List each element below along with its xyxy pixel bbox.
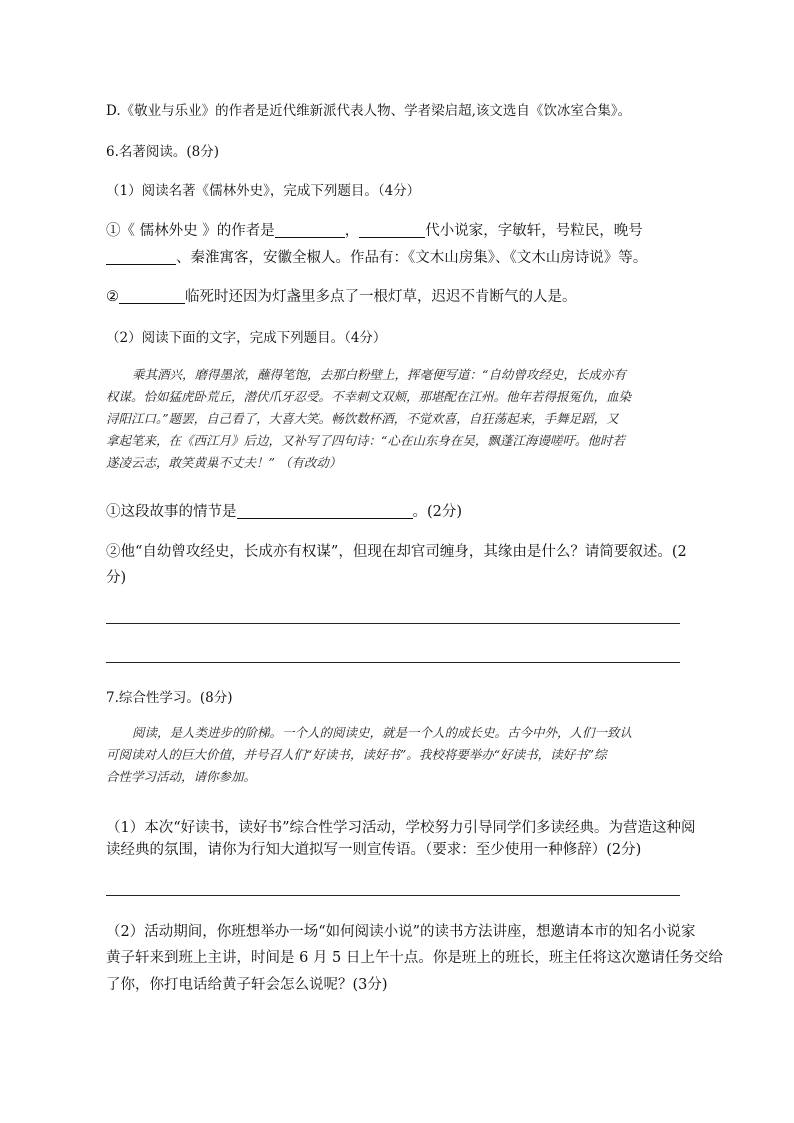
- q6-p2-q1-score: 。(2分): [412, 504, 463, 520]
- passage-line: 乘其酒兴，磨得墨浓，蘸得笔饱，去那白粉壁上，挥毫便写道：“自幼曾攻经史，长成亦有: [132, 367, 626, 382]
- q6-title: 6.名著阅读。(8分): [106, 144, 220, 160]
- q7-p1-line1: （1）本次“好读书，读好书”综合性学习活动，学校努力引导同学们多读经典。为营造这种阅: [106, 820, 696, 836]
- character-blank[interactable]: [119, 287, 185, 304]
- author-blank[interactable]: [275, 221, 345, 238]
- q6-part2-title: （2）阅读下面的文字，完成下列题目。（4分）: [106, 330, 387, 346]
- q7-passage: [106, 722, 696, 788]
- late-name-blank[interactable]: [106, 248, 176, 265]
- answer-line[interactable]: [106, 895, 680, 896]
- passage-line: 浔阳江口。”题罢，自己看了，大喜大笑。畅饮数杯酒，不觉欢喜，自狂荡起来，手舞足蹈，又: [106, 411, 619, 426]
- answer-line[interactable]: [106, 662, 680, 663]
- q7-title: 7.综合性学习。(8分): [106, 690, 233, 706]
- q6-p1-text-a: ①《 儒林外史 》的作者是: [106, 223, 275, 239]
- q6-p2-q2-line2: 分): [106, 570, 127, 586]
- plot-blank[interactable]: [237, 502, 413, 519]
- q6-p1-line1: [106, 221, 643, 241]
- q7-p1-line2: 读经典的氛围，请你为行知大道拟写一则宣传语。（要求：至少使用一种修辞）(2分): [106, 842, 642, 858]
- passage-line: 权谋。恰如猛虎卧荒丘，潜伏爪牙忍受。不幸刺文双颊，那堪配在江州。他年若得报冤仇，血染: [106, 389, 632, 404]
- q6-part1-title: （1）阅读名著《儒林外史》，完成下列题目。（4分）: [106, 183, 421, 199]
- answer-line[interactable]: [106, 623, 680, 624]
- passage-line: 阅读，是人类进步的阶梯。一个人的阅读史，就是一个人的成长史。古今中外，人们一致认: [132, 725, 633, 740]
- q6-passage: [106, 364, 696, 474]
- passage-line: 遂凌云志，敢笑黄巢不丈夫！” （有改动）: [106, 455, 342, 470]
- passage-line: 可阅读对人的巨大价值，并号召人们“好读书，读好书”。我校将要举办“好读书，读好书”综: [106, 747, 607, 762]
- passage-line: 拿起笔来，在《西江月》后边，又补写了四句诗：“心在山东身在吴，飘蓬江海谩嗟吁。他时若: [106, 433, 625, 448]
- q6-p1-text-d: 、秦淮寓客，安徽全椒人。作品有：《文木山房集》、《文木山房诗说》等。: [176, 250, 648, 266]
- q7-p2-line3: 了你，你打电话给黄子轩会怎么说呢？(3分): [106, 977, 388, 993]
- q6-p1-text-c: 代小说家，字敏轩，号粒民，晚号: [425, 223, 643, 239]
- passage-line: 合性学习活动，请你参加。: [106, 769, 257, 784]
- q6-p1-line2: [106, 248, 647, 268]
- q6-p2-q1-text: ①这段故事的情节是: [106, 504, 237, 520]
- q6-p1-text-f: 临死时还因为灯盏里多点了一根灯草，迟迟不肯断气的人是。: [185, 289, 577, 305]
- item-d: D.《敬业与乐业》的作者是近代维新派代表人物、学者梁启超,该文选自《饮冰室合集》。: [106, 103, 632, 119]
- q7-p2-line2: 黄子轩来到班上主讲，时间是 6 月 5 日上午十点。你是班上的班长，班主任将这次邀请任务交给: [106, 950, 723, 966]
- q7-p2-line1: （2）活动期间，你班想举办一场“如何阅读小说”的读书方法讲座，想邀请本市的知名小说家: [106, 924, 696, 940]
- q6-p2-q2-line1: ②他“自幼曾攻经史，长成亦有权谋”，但现在却官司缠身，其缘由是什么？请简要叙述。(2: [106, 544, 687, 560]
- q6-p1-line3: [106, 287, 577, 307]
- q6-p1-text-e: ②: [106, 289, 119, 305]
- q6-p1-text-b: ，: [344, 223, 360, 239]
- q6-p2-q1: [106, 502, 462, 522]
- dynasty-blank[interactable]: [359, 221, 425, 238]
